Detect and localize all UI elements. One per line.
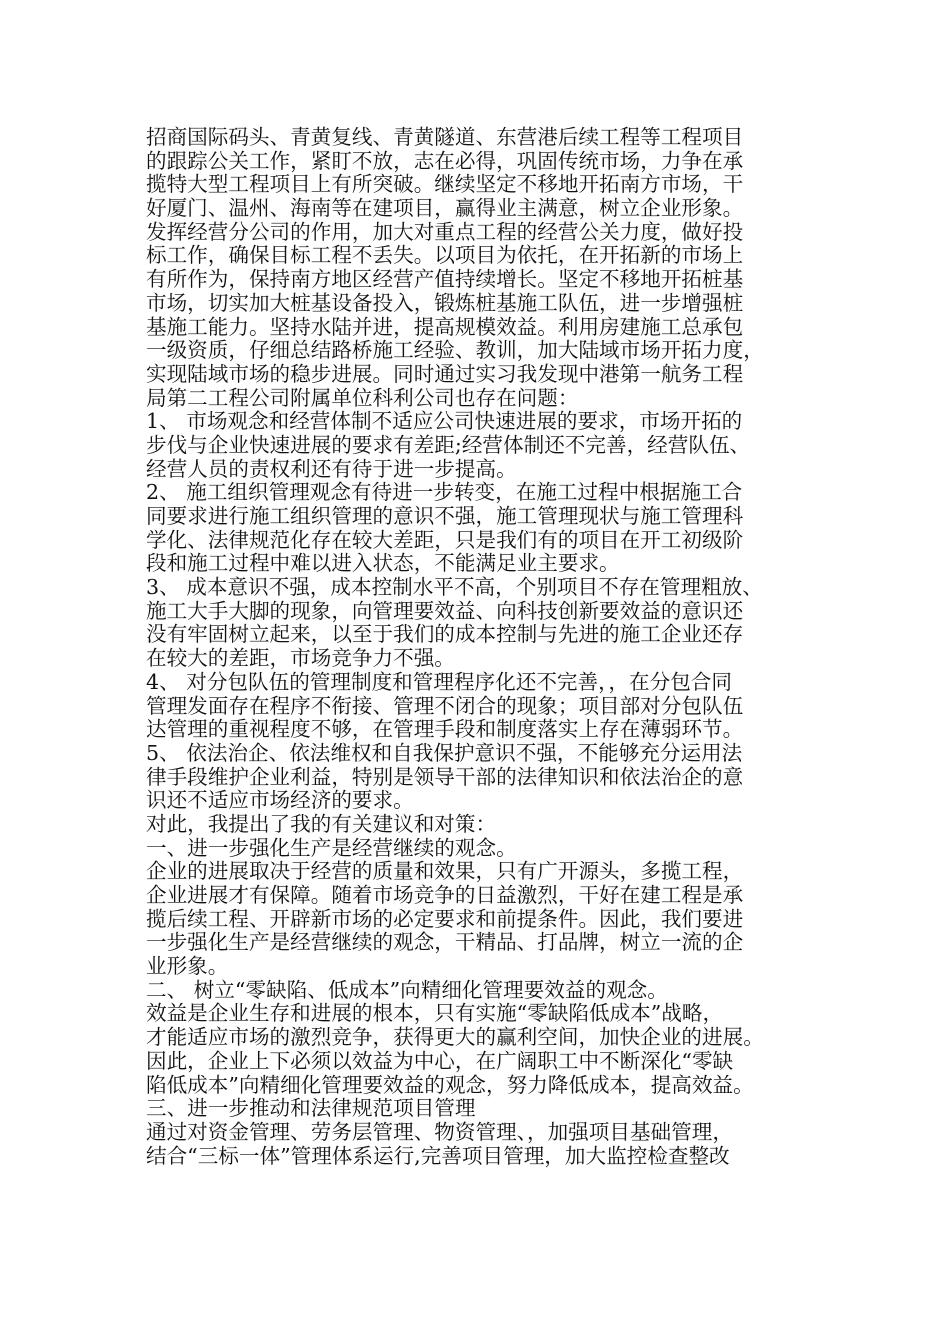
text-line: 招商国际码头、青黄复线、青黄隧道、东营港后续工程等工程项目 (146, 125, 744, 149)
text-line: 一步强化生产是经营继续的观念，干精品、打品牌，树立一流的企 (146, 930, 744, 955)
text-line: 二、 树立“零缺陷、低成本”向精细化管理要效益的观念。 (146, 977, 668, 1002)
text-line: 实现陆域市场的稳步进展。同时通过实习我发现中港第一航务工程 (146, 361, 744, 386)
text-line: 段和施工过程中难以进入状态，不能满足业主要求。 (146, 551, 620, 576)
text-line: 学化、法律规范化存在较大差距，只是我们有的项目在开工初级阶 (146, 527, 744, 552)
text-line: 有所作为，保持南方地区经营产值持续增长。坚定不移地开拓桩基 (146, 267, 744, 292)
text-line: 结合“三标一体”管理体系运行,完善项目管理，加大监控检查整改 (146, 1143, 730, 1168)
text-line: 步伐与企业快速进展的要求有差距;经营体制还不完善，经营队伍、 (146, 432, 751, 457)
text-line: 揽后续工程、开辟新市场的必定要求和前提条件。因此，我们要进 (146, 906, 744, 931)
text-line: 4、 对分包队伍的管理制度和管理程序化还不完善，，在分包合同 (146, 669, 732, 694)
text-line: 企业进展才有保障。随着市场竞争的日益激烈，干好在建工程是承 (146, 883, 744, 907)
text-line: 才能适应市场的激烈竞争，获得更大的赢利空间，加快企业的进展。 (146, 1025, 764, 1050)
text-line: 管理发面存在程序不衔接、管理不闭合的现象；项目部对分包队伍 (146, 693, 744, 718)
text-line: 同要求进行施工组织管理的意识不强，施工管理现状与施工管理科 (146, 504, 744, 528)
text-line: 效益是企业生存和进展的根本，只有实施“零缺陷低成本”战略， (146, 1001, 724, 1026)
text-line: 通过对资金管理、劳务层管理、物资管理、，加强项目基础管理， (146, 1119, 733, 1144)
text-line: 没有牢固树立起来，以至于我们的成本控制与先进的施工企业还存 (146, 622, 744, 647)
text-line: 一级资质，仔细总结路桥施工经验、教训，加大陆域市场开拓力度， (146, 338, 764, 363)
text-line: 好厦门、温州、海南等在建项目，赢得业主满意，树立企业形象。 (146, 196, 744, 221)
text-line: 对此，我提出了我的有关建议和对策： (146, 811, 497, 836)
text-line: 揽特大型工程项目上有所突破。继续坚定不移地开拓南方市场，干 (146, 172, 744, 197)
text-line: 在较大的差距，市场竞争力不强。 (146, 646, 455, 671)
text-line: 业形象。 (146, 954, 229, 979)
text-line: 5、 依法治企、依法维权和自我保护意识不强，不能够充分运用法 (146, 740, 743, 765)
text-line: 1、 市场观念和经营体制不适应公司快速进展的要求，市场开拓的 (146, 409, 743, 434)
text-line: 施工大手大脚的现象，向管理要效益、向科技创新要效益的意识还 (146, 598, 744, 623)
text-line: 市场，切实加大桩基设备投入，锻炼桩基施工队伍，进一步增强桩 (146, 290, 744, 315)
text-line: 企业的进展取决于经营的质量和效果，只有广开源头，多揽工程， (146, 859, 744, 884)
text-line: 的跟踪公关工作，紧盯不放，志在必得，巩固传统市场，力争在承 (146, 148, 744, 173)
text-line: 标工作，确保目标工程不丢失。以项目为依托，在开拓新的市场上 (146, 243, 744, 268)
text-line: 三、进一步推动和法律规范项目管理 (146, 1096, 476, 1121)
text-line: 一、进一步强化生产是经营继续的观念。 (146, 835, 517, 860)
text-line: 达管理的重视程度不够，在管理手段和制度落实上存在薄弱环节。 (146, 717, 744, 742)
text-line: 3、 成本意识不强，成本控制水平不高，个别项目不存在管理粗放、 (146, 575, 763, 600)
text-line: 因此，企业上下必须以效益为中心，在广阔职工中不断深化“零缺 (146, 1048, 734, 1073)
text-line: 识还不适应市场经济的要求。 (146, 788, 414, 813)
text-line: 发挥经营分公司的作用，加大对重点工程的经营公关力度，做好投 (146, 219, 744, 244)
document-page (146, 126, 810, 1168)
text-line: 基施工能力。坚持水陆并进，提高规模效益。利用房建施工总承包 (146, 314, 744, 339)
text-line: 律手段维护企业利益，特别是领导干部的法律知识和依法治企的意 (146, 764, 744, 789)
text-line: 陷低成本”向精细化管理要效益的观念，努力降低成本，提高效益。 (146, 1072, 754, 1097)
text-line: 局第二工程公司附属单位科利公司也存在问题： (146, 385, 579, 410)
text-line: 经营人员的责权利还有待于进一步提高。 (146, 456, 517, 481)
text-line: 2、 施工组织管理观念有待进一步转变，在施工过程中根据施工合 (146, 480, 743, 505)
